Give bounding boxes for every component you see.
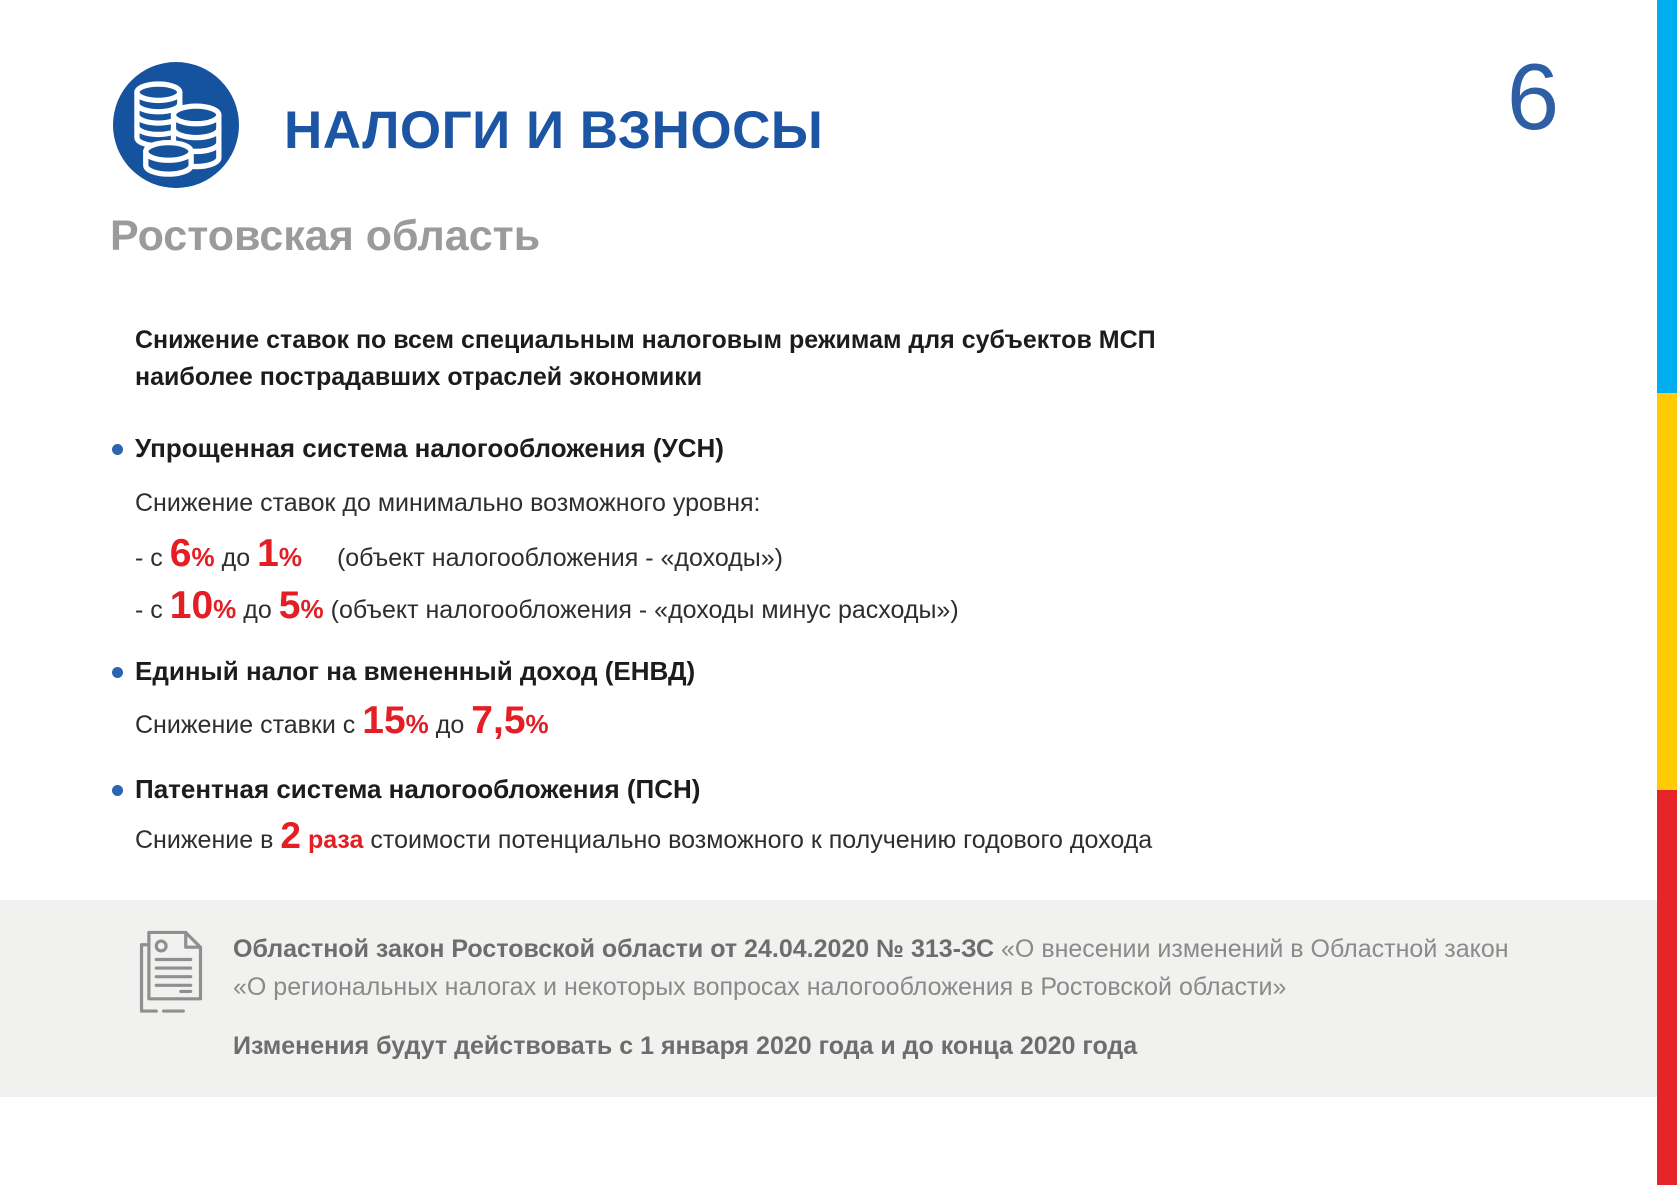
page-number: 6 bbox=[1506, 44, 1560, 149]
text-segment: до bbox=[243, 596, 272, 624]
rate-old: 15% bbox=[362, 699, 429, 742]
law-title: Областной закон Ростовской области от 24.04.2020 № 313-ЗС bbox=[233, 935, 995, 963]
text-segment: - с bbox=[135, 596, 163, 624]
edge-stripe-red bbox=[1657, 790, 1677, 1185]
usn-subtitle: Снижение ставок до минимально возможного уровня: bbox=[135, 489, 761, 517]
bullet-dot bbox=[112, 444, 123, 455]
text-segment: Снижение ставки с bbox=[135, 711, 356, 739]
edge-stripe-cyan bbox=[1657, 0, 1677, 393]
rate-new: 5% bbox=[278, 584, 324, 627]
psn-line bbox=[135, 817, 1152, 855]
text-segment: до bbox=[435, 711, 465, 739]
rate-old: 6% bbox=[169, 532, 215, 575]
reduction-factor: 2 bbox=[280, 815, 301, 856]
region-subtitle: Ростовская область bbox=[110, 212, 541, 260]
law-validity-period: Изменения будут действовать с 1 января 2020 года и до конца 2020 года bbox=[233, 1032, 1138, 1060]
envd-rate-line bbox=[135, 701, 556, 740]
bullet-dot bbox=[112, 785, 123, 796]
envd-title: Единый налог на вмененный доход (ЕНВД) bbox=[135, 656, 696, 686]
intro-line-2: наиболее пострадавших отраслей экономики bbox=[135, 363, 703, 391]
edge-stripe-yellow bbox=[1657, 393, 1677, 790]
intro-paragraph bbox=[135, 322, 1335, 396]
rate-new: 7,5% bbox=[471, 699, 549, 742]
text-segment: стоимости потенциально возможного к получению годового дохода bbox=[370, 826, 1153, 854]
usn-title: Упрощенная система налогообложения (УСН) bbox=[135, 433, 724, 463]
text-segment: - с bbox=[135, 544, 163, 572]
text-segment: (объект налогообложения - «доходы») bbox=[336, 544, 783, 572]
page-title: НАЛОГИ И ВЗНОСЫ bbox=[284, 101, 824, 160]
coins-icon bbox=[113, 62, 239, 188]
rate-old: 10% bbox=[169, 584, 237, 627]
text-segment: Снижение в bbox=[135, 826, 274, 854]
rate-new: 1% bbox=[257, 532, 302, 575]
reduction-unit: раза bbox=[307, 826, 364, 854]
text-segment: до bbox=[221, 544, 251, 572]
intro-line-1: Снижение ставок по всем специальным налоговым режимам для субъектов МСП bbox=[135, 326, 1156, 354]
psn-title: Патентная система налогообложения (ПСН) bbox=[135, 774, 701, 804]
document-icon bbox=[133, 930, 209, 1021]
usn-rate-line-2 bbox=[135, 586, 959, 625]
usn-rate-line-1 bbox=[135, 534, 783, 573]
bullet-dot bbox=[112, 667, 123, 678]
law-description: «О внесении изменений в Областной закон «О региональных налогах и некоторых вопросах налогообложения в Ростовской области» bbox=[233, 935, 1509, 1001]
text-segment: (объект налогообложения - «доходы минус расходы») bbox=[330, 596, 959, 624]
law-reference-text bbox=[233, 930, 1513, 1006]
